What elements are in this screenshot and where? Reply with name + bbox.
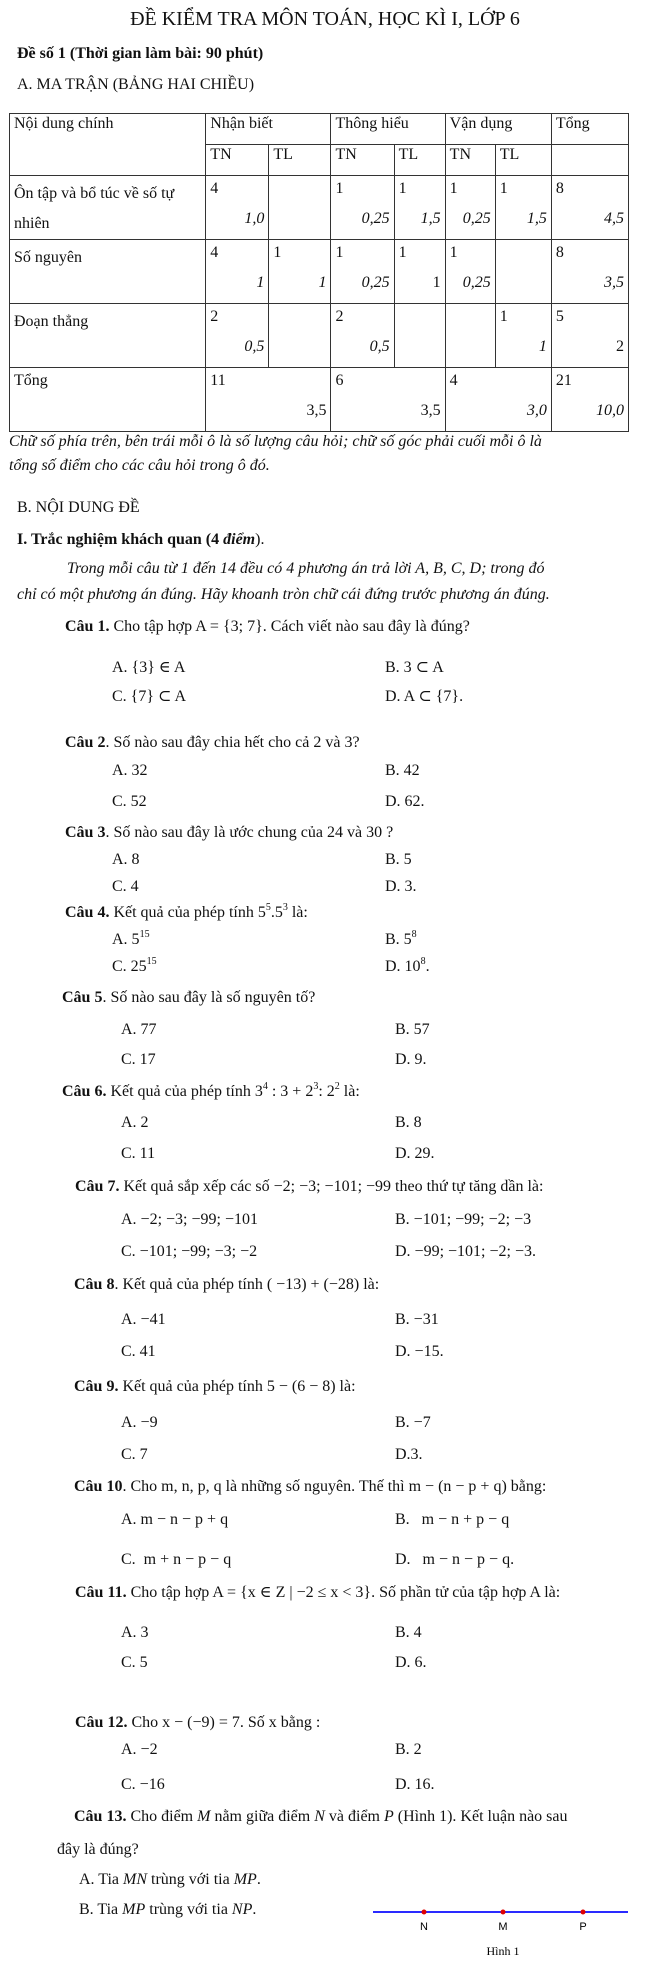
matrix-cell — [269, 176, 331, 240]
question-7-option-d[interactable] — [395, 1242, 536, 1262]
matrix-cell — [551, 240, 628, 304]
question-label: Câu 5 — [62, 989, 103, 1006]
prompt-part: M — [197, 1808, 211, 1825]
question-count: 1 — [335, 180, 344, 197]
question-5-prompt — [62, 988, 315, 1008]
prompt-part: 5 — [265, 902, 271, 913]
question-count: 4 — [449, 372, 458, 389]
question-1-option-d[interactable] — [385, 687, 463, 707]
prompt-part: N — [314, 1808, 325, 1825]
option-part: 15 — [146, 956, 157, 967]
row-topic: Số nguyên — [10, 240, 206, 304]
option-part: . — [252, 1901, 257, 1918]
question-2-option-d[interactable] — [385, 792, 425, 812]
matrix-row — [10, 304, 629, 368]
option-part: D. 10 — [385, 958, 421, 975]
question-count: 4 — [210, 244, 219, 261]
part1-title: I. Trắc nghiệm khách quan (4 — [17, 531, 224, 548]
question-12-prompt — [75, 1713, 320, 1733]
question-6-prompt — [62, 1082, 360, 1102]
question-1-prompt — [65, 617, 470, 637]
option-part: B. 5 — [385, 931, 412, 948]
matrix-cell — [269, 240, 331, 304]
question-8-option-d[interactable] — [395, 1342, 444, 1362]
question-count — [399, 304, 441, 334]
matrix-cell — [269, 304, 331, 368]
question-count: 1 — [335, 244, 344, 261]
prompt-part: Kết quả của phép tính 5 − (6 − 8) là: — [118, 1378, 356, 1395]
points-value: 0,25 — [361, 274, 390, 291]
question-count: 1 — [449, 244, 458, 261]
question-8-prompt — [74, 1275, 379, 1295]
option-part: MP — [233, 1871, 257, 1888]
question-5-option-c[interactable] — [121, 1050, 156, 1070]
points-value — [500, 270, 547, 303]
header-total: Tổng — [551, 114, 628, 145]
option-part: B. −101; −99; −2; −3 — [395, 1211, 532, 1228]
option-part: MN — [123, 1871, 148, 1888]
option-part: D. 6. — [395, 1654, 427, 1671]
points-value: 0,5 — [244, 338, 265, 355]
points-value: 1,0 — [244, 210, 265, 227]
question-6-option-d[interactable] — [395, 1144, 435, 1164]
question-count: 11 — [210, 372, 226, 389]
question-7-option-a[interactable] — [121, 1210, 258, 1230]
question-11-option-c[interactable] — [121, 1653, 148, 1673]
question-1-option-b[interactable] — [385, 658, 444, 678]
question-4-option-a[interactable] — [112, 930, 150, 950]
prompt-part: Kết quả sắp xếp các số −2; −3; −101; −99 theo thứ tự tăng dần là: — [119, 1178, 544, 1195]
row-topic: Tổng — [10, 368, 206, 432]
points-value: 1 — [256, 274, 265, 291]
part1-heading — [17, 530, 264, 550]
prompt-part: Kết quả của phép tính 3 — [106, 1083, 263, 1100]
matrix-cell — [551, 176, 628, 240]
question-11-prompt — [75, 1583, 560, 1603]
question-count: 21 — [555, 372, 572, 389]
header-topic: Nội dung chính — [10, 114, 206, 176]
option-part: D. A ⊂ {7}. — [385, 688, 464, 705]
question-3-option-c[interactable] — [112, 877, 139, 897]
question-9-option-a[interactable] — [121, 1413, 158, 1433]
prompt-part: và điểm — [324, 1808, 384, 1825]
points-value — [450, 334, 491, 367]
row-topic: Ôn tập và bổ túc về số tự nhiên — [10, 176, 206, 240]
question-5-option-b[interactable] — [395, 1020, 430, 1040]
option-part: A. Tia — [79, 1871, 124, 1888]
subheader-cell: TN — [206, 145, 269, 176]
matrix-cell — [551, 368, 628, 432]
question-count: 1 — [499, 308, 508, 325]
prompt-part: Cho tập hợp A = {x ∈ Z | −2 ≤ x < 3}. Số phần tử của tập hợp A là: — [126, 1584, 561, 1601]
option-part: C. 41 — [121, 1343, 156, 1360]
prompt-part: . Số nào sau đây là ước chung của 24 và 30 ? — [105, 824, 394, 841]
question-label: Câu 2 — [65, 734, 106, 751]
matrix-cell — [445, 304, 495, 368]
matrix-cell — [445, 368, 551, 432]
question-count: 5 — [555, 308, 564, 325]
question-3-option-d[interactable] — [385, 877, 417, 897]
exam-title: ĐỀ KIỂM TRA MÔN TOÁN, HỌC KÌ I, LỚP 6 — [130, 8, 520, 30]
subheader-cell: TL — [394, 145, 445, 176]
subheader-cell: TL — [269, 145, 331, 176]
prompt-part: . Số nào sau đây chia hết cho cả 2 và 3? — [105, 734, 360, 751]
part1-title-end: ). — [255, 531, 265, 548]
question-5-option-d[interactable] — [395, 1050, 427, 1070]
question-label: Câu 8 — [74, 1276, 115, 1293]
prompt-part: 3 — [313, 1081, 319, 1092]
option-part: 8 — [420, 956, 426, 967]
option-part: C. 5 — [121, 1654, 148, 1671]
option-part: D.3. — [395, 1446, 423, 1463]
matrix-cell — [331, 368, 445, 432]
question-label: Câu 12. — [75, 1714, 128, 1731]
subheader-cell: TN — [445, 145, 495, 176]
header-comprehension: Thông hiểu — [331, 114, 445, 145]
option-part: B. 2 — [395, 1741, 422, 1758]
option-part: B. −7 — [395, 1414, 431, 1431]
option-part: B. 57 — [395, 1021, 430, 1038]
points-value: 10,0 — [596, 402, 624, 419]
question-7-prompt — [75, 1177, 543, 1197]
question-1-option-c[interactable] — [112, 687, 186, 707]
prompt-part: . Số nào sau đây là số nguyên tố? — [102, 989, 316, 1006]
question-label: Câu 4. — [65, 904, 110, 921]
points-value — [273, 334, 326, 367]
option-part: C. 4 — [112, 878, 139, 895]
matrix-cell — [495, 304, 551, 368]
matrix-cell — [206, 240, 269, 304]
row-topic: Đoạn thẳng — [10, 304, 206, 368]
points-value: 2 — [616, 338, 624, 355]
question-3-option-a[interactable] — [112, 850, 140, 870]
question-6-option-a[interactable] — [121, 1113, 149, 1133]
question-count: 8 — [555, 244, 564, 261]
question-count: 1 — [449, 180, 458, 197]
option-part: MP — [122, 1901, 146, 1918]
matrix-cell — [206, 368, 331, 432]
matrix-table — [9, 113, 629, 432]
points-value: 0,25 — [361, 210, 390, 227]
question-10-option-d[interactable] — [395, 1550, 514, 1570]
option-part: A. 2 — [121, 1114, 149, 1131]
matrix-cell — [394, 176, 445, 240]
subheader-cell — [551, 145, 628, 176]
question-label: Câu 1. — [65, 618, 110, 635]
points-value — [399, 334, 441, 367]
prompt-part: 2 — [334, 1081, 340, 1092]
matrix-cell — [206, 304, 269, 368]
matrix-cell — [495, 176, 551, 240]
prompt-part: (Hình 1). Kết luận nào sau — [393, 1808, 568, 1825]
option-part: B. 5 — [385, 851, 412, 868]
subheader-cell: TL — [495, 145, 551, 176]
question-6-option-b[interactable] — [395, 1113, 422, 1133]
question-4-option-c[interactable] — [112, 957, 157, 977]
prompt-part: P — [383, 1808, 394, 1825]
question-7-option-b[interactable] — [395, 1210, 531, 1230]
option-part: B. 3 ⊂ A — [385, 659, 444, 676]
header-recognition: Nhận biết — [206, 114, 331, 145]
question-3-option-b[interactable] — [385, 850, 412, 870]
question-12-option-a[interactable] — [121, 1740, 158, 1760]
option-part: A. {3} ∈ A — [112, 659, 186, 676]
header-application: Vận dụng — [445, 114, 551, 145]
option-part: B. −31 — [395, 1311, 439, 1328]
prompt-part: . Cho m, n, p, q là những số nguyên. Thế thì m − (n − p + q) bằng: — [122, 1478, 547, 1495]
matrix-cell — [394, 304, 445, 368]
point-n-marker — [422, 1910, 427, 1915]
question-count: 8 — [555, 180, 564, 197]
option-part: 8 — [411, 929, 417, 940]
question-13-prompt — [74, 1807, 568, 1827]
matrix-row — [10, 176, 629, 240]
point-p-marker — [581, 1910, 586, 1915]
option-part: D. −99; −101; −2; −3. — [395, 1243, 536, 1260]
option-part: A. −2; −3; −99; −101 — [121, 1211, 258, 1228]
matrix-cell — [331, 240, 394, 304]
option-part: 15 — [139, 929, 150, 940]
question-2-option-c[interactable] — [112, 792, 147, 812]
points-value: 0,5 — [369, 338, 390, 355]
question-8-option-b[interactable] — [395, 1310, 439, 1330]
matrix-header-row — [10, 114, 629, 145]
matrix-cell — [206, 176, 269, 240]
prompt-part: nằm giữa điểm — [210, 1808, 315, 1825]
question-11-option-b[interactable] — [395, 1623, 422, 1643]
question-count — [450, 304, 491, 334]
option-part: trùng với tia — [145, 1901, 232, 1918]
prompt-part: 3 — [282, 902, 288, 913]
section-a-heading: A. MA TRẬN (BẢNG HAI CHIỀU) — [17, 76, 255, 93]
option-part: C. −16 — [121, 1776, 165, 1793]
prompt-part: . Kết quả của phép tính ( −13) + (−28) là: — [114, 1276, 380, 1293]
option-part: A. −2 — [121, 1741, 158, 1758]
question-count — [500, 240, 547, 270]
option-part: A. m − n − p + q — [121, 1511, 229, 1528]
question-1-option-a[interactable] — [112, 658, 185, 678]
option-part: D. 29. — [395, 1145, 435, 1162]
question-12-option-b[interactable] — [395, 1740, 422, 1760]
option-part: C. −101; −99; −3; −2 — [121, 1243, 258, 1260]
matrix-cell — [551, 304, 628, 368]
option-part: D. m − n − p − q. — [395, 1551, 515, 1568]
matrix-cell — [445, 176, 495, 240]
question-9-prompt — [74, 1377, 356, 1397]
question-count — [273, 304, 326, 334]
question-9-option-c[interactable] — [121, 1445, 148, 1465]
exam-subtitle: Đề số 1 (Thời gian làm bài: 90 phút) — [17, 45, 264, 62]
question-label: Câu 10 — [74, 1478, 123, 1495]
matrix-cell — [445, 240, 495, 304]
point-m-label: M — [498, 1921, 508, 1933]
prompt-part: Cho điểm — [126, 1808, 198, 1825]
section-b-heading: B. NỘI DUNG ĐỀ — [17, 499, 140, 516]
points-value: 1,5 — [526, 210, 547, 227]
option-part: C. 11 — [121, 1145, 156, 1162]
matrix-cell — [495, 240, 551, 304]
matrix-row — [10, 240, 629, 304]
question-8-option-c[interactable] — [121, 1342, 156, 1362]
question-count: 1 — [499, 180, 508, 197]
instructions-line-1: Trong mỗi câu từ 1 đến 14 đều có 4 phương án trả lời A, B, C, D; trong đó — [67, 560, 545, 577]
points-value: 1 — [432, 274, 441, 291]
prompt-part: Cho tập hợp A = {3; 7}. Cách viết nào sau đây là đúng? — [109, 618, 470, 635]
option-part: B. m − n + p − q — [395, 1511, 510, 1528]
matrix-cell — [394, 240, 445, 304]
option-part: D. 3. — [385, 878, 417, 895]
question-10-option-c[interactable] — [121, 1550, 231, 1570]
question-2-option-a[interactable] — [112, 761, 148, 781]
question-9-option-d[interactable] — [395, 1445, 423, 1465]
matrix-caption-line-2: tổng số điểm cho các câu hỏi trong ô đó. — [9, 457, 270, 474]
question-label: Câu 9. — [74, 1378, 119, 1395]
option-part: C. 52 — [112, 793, 147, 810]
points-value: 0,25 — [462, 274, 491, 291]
option-part: NP — [231, 1901, 253, 1918]
point-n-label: N — [420, 1921, 428, 1933]
prompt-part: là: — [287, 904, 308, 921]
question-11-option-a[interactable] — [121, 1623, 149, 1643]
prompt-part: là: — [339, 1083, 360, 1100]
option-part: . — [256, 1871, 261, 1888]
prompt-part: .5 — [270, 904, 283, 921]
question-4-prompt — [65, 903, 308, 923]
figure-caption: Hình 1 — [486, 1944, 520, 1958]
question-7-option-c[interactable] — [121, 1242, 257, 1262]
question-9-option-b[interactable] — [395, 1413, 431, 1433]
question-4-option-b[interactable] — [385, 930, 417, 950]
option-part: A. 77 — [121, 1021, 157, 1038]
option-part: C. {7} ⊂ A — [112, 688, 187, 705]
question-5-option-a[interactable] — [121, 1020, 157, 1040]
question-count: 1 — [398, 180, 407, 197]
question-label: Câu 13. — [74, 1808, 127, 1825]
points-value: 1 — [318, 274, 327, 291]
question-10-prompt — [74, 1477, 546, 1497]
option-part: A. 32 — [112, 762, 148, 779]
prompt-part: Kết quả của phép tính 5 — [109, 904, 266, 921]
question-13-option-a[interactable] — [79, 1870, 261, 1890]
points-value: 4,5 — [604, 210, 624, 227]
matrix-total-row — [10, 368, 629, 432]
question-label: Câu 11. — [75, 1584, 127, 1601]
instructions-line-2: chỉ có một phương án đúng. Hãy khoanh tròn chữ cái đứng trước phương án đúng. — [17, 586, 550, 603]
matrix-cell — [331, 304, 394, 368]
option-part: C. 7 — [121, 1446, 148, 1463]
point-p-label: P — [579, 1921, 587, 1933]
points-value: 3,0 — [526, 402, 547, 419]
question-count — [273, 176, 326, 206]
prompt-part: Cho x − (−9) = 7. Số x bằng : — [127, 1714, 321, 1731]
question-10-option-b[interactable] — [395, 1510, 509, 1530]
option-part: A. −41 — [121, 1311, 166, 1328]
question-count: 6 — [335, 372, 344, 389]
option-part: . — [425, 958, 430, 975]
option-part: B. 8 — [395, 1114, 422, 1131]
point-m-marker — [501, 1910, 506, 1915]
question-6-option-c[interactable] — [121, 1144, 155, 1164]
matrix-cell — [331, 176, 394, 240]
question-label: Câu 6. — [62, 1083, 107, 1100]
part1-title-emphasis: điểm — [223, 531, 256, 548]
matrix-caption-line-1: Chữ số phía trên, bên trái mỗi ô là số lượng câu hỏi; chữ số góc phải cuối mỗi ô là — [9, 433, 542, 450]
points-value: 0,25 — [462, 210, 491, 227]
question-12-option-c[interactable] — [121, 1775, 165, 1795]
question-label: Câu 3 — [65, 824, 106, 841]
question-count: 1 — [398, 244, 407, 261]
prompt-part: 4 — [262, 1081, 268, 1092]
question-11-option-d[interactable] — [395, 1653, 427, 1673]
option-part: B. 4 — [395, 1624, 422, 1641]
option-part: D. 62. — [385, 793, 425, 810]
question-8-option-a[interactable] — [121, 1310, 166, 1330]
points-value: 1,5 — [420, 210, 441, 227]
option-part: A. 3 — [121, 1624, 149, 1641]
question-count: 2 — [335, 308, 344, 325]
question-13-prompt-continued: đây là đúng? — [57, 1841, 139, 1858]
points-value: 3,5 — [604, 274, 624, 291]
option-part: A. 5 — [112, 931, 140, 948]
option-part: A. −9 — [121, 1414, 158, 1431]
question-3-prompt — [65, 823, 393, 843]
question-count: 2 — [210, 308, 219, 325]
question-label: Câu 7. — [75, 1178, 120, 1195]
question-13-option-b[interactable] — [79, 1900, 256, 1920]
option-part: D. 9. — [395, 1051, 427, 1068]
points-value: 3,5 — [420, 402, 441, 419]
question-2-option-b[interactable] — [385, 761, 420, 781]
prompt-part: : 2 — [318, 1083, 335, 1100]
question-4-option-d[interactable] — [385, 957, 430, 977]
question-12-option-d[interactable] — [395, 1775, 435, 1795]
figure-1-diagram — [360, 1895, 640, 1965]
option-part: A. 8 — [112, 851, 140, 868]
question-count: 4 — [210, 180, 219, 197]
question-10-option-a[interactable] — [121, 1510, 228, 1530]
option-part: B. 42 — [385, 762, 420, 779]
option-part: trùng với tia — [147, 1871, 234, 1888]
option-part: C. m + n − p − q — [121, 1551, 232, 1568]
option-part: D. −15. — [395, 1343, 444, 1360]
option-part: C. 25 — [112, 958, 147, 975]
option-part: C. 17 — [121, 1051, 156, 1068]
points-value: 3,5 — [306, 402, 327, 419]
points-value: 1 — [538, 338, 547, 355]
subheader-cell: TN — [331, 145, 394, 176]
question-2-prompt — [65, 733, 360, 753]
question-count: 1 — [273, 244, 282, 261]
points-value — [273, 206, 326, 239]
option-part: B. Tia — [79, 1901, 123, 1918]
option-part: D. 16. — [395, 1776, 435, 1793]
prompt-part: : 3 + 2 — [267, 1083, 314, 1100]
